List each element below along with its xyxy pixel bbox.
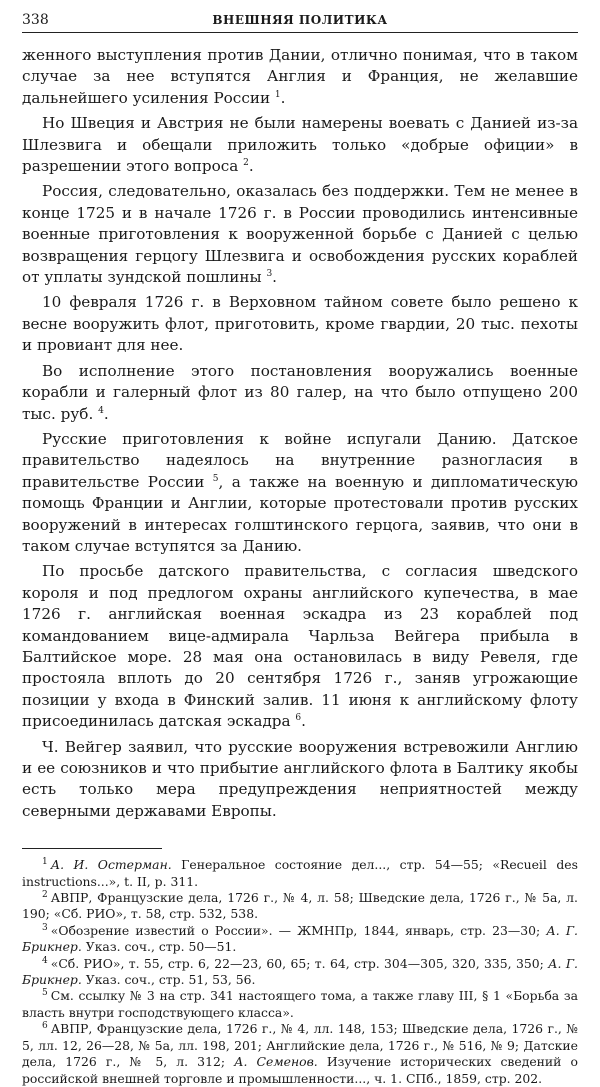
page-header <box>22 10 578 33</box>
running-title: ВНЕШНЯЯ ПОЛИТИКА <box>212 13 388 27</box>
footnote-ref: 5 <box>212 473 219 484</box>
footnote: $^3$ «Обозрение известий о России». — ЖМНПр, 1844, январь, стр. 23—30; А. Г. Брикнер. Указ. соч., стр. 50—51. <box>22 922 578 955</box>
page-number: 338 <box>22 12 49 28</box>
book-page <box>22 10 579 1086</box>
paragraph: По просьбе датского правительства, с согласия шведского короля и под предлогом охраны английского купечества, в мае 1726 г. английская военная эскадра из 23 кораблей под командованием вице-адмирала Чарльза Вейгера прибыла в Балтийское море. 28 мая она остановилась в виду Ревеля, где простояла вплоть до 20 сентября 1726 г., заняв угрожающие позиции у входа в Финский залив. 11 июня к английскому флоту присоединилась датская эскадра $^6$. <box>22 562 578 731</box>
paragraph: женного выступления против Дании, отлично понимая, что в таком случае за нее вступятся Англия и Франция, не желавшие дальнейшего усиления России $^1$. <box>22 46 578 107</box>
footnote-ref: 3 <box>266 269 273 279</box>
footnote-ref: 6 <box>295 713 302 724</box>
footnote: $^4$ «Сб. РИО», т. 55, стр. 6, 22—23, 60, 65; т. 64, стр. 304—305, 320, 335, 350; А. Г. Брикнер. Указ. соч., стр. 51, 53, 56. <box>22 955 578 988</box>
main-text <box>22 45 578 822</box>
footnote-ref: 4 <box>98 405 104 416</box>
footnote-ref: 1 <box>274 89 281 100</box>
footnote-ref: 2 <box>243 157 249 168</box>
footnote: $^2$ АВПР, Французские дела, 1726 г., № 4, л. 58; Шведские дела, 1726 г., № 5а, л. 190; «Сб. РИО», т. 58, стр. 532, 538. <box>22 889 578 922</box>
footnote: $^6$ АВПР, Французские дела, 1726 г., № 4, лл. 148, 153; Шведские дела, 1726 г., № 5, лл. 12, 26—28, № 5а, лл. 198, 201; Английские дела, 1726 г., № 516, № 9; Датские дела, 1726 г., № 5, л. 312; А. Семенов. Изучение исторических сведений о российской внешней торговле и промышленности..., ч. 1. СПб., 1859, стр. 202. <box>22 1021 578 1086</box>
footnote: $^1$ А. И. Остерман. Генеральное состояние дел..., стр. 54—55; «Recueil des instructions...», t. II, p. 311. <box>22 857 578 889</box>
footnotes <box>22 857 578 1087</box>
paragraph: 10 февраля 1726 г. в Верховном тайном совете было решено к весне вооружить флот, приготовить, кроме гвардии, 20 тыс. пехоты и провиант для нее. <box>22 293 578 355</box>
paragraph: Ч. Вейгер заявил, что русские вооружения встревожили Англию и ее союзников и что прибытие английского флота в Балтику якобы есть только мера предупреждения неприятностей между северными державами Европы. <box>22 737 578 820</box>
paragraph: Но Швеция и Австрия не были намерены воевать с Данией из-за Шлезвига и обещали приложить только «добрые официи» в разрешении этого вопроса $^2$. <box>22 114 578 176</box>
paragraph: Русские приготовления к войне испугали Данию. Датское правительство надеялось на внутренние разногласия в правительстве России $^5$, а также на военную и дипломатическую помощь Франции и Англии, которые протестовали против русских вооружений в интересах голштинского герцога, заявив, что они в таком случае вступятся за Данию. <box>22 429 579 555</box>
footnote-divider <box>22 848 162 849</box>
footnote: $^5$ См. ссылку № 3 на стр. 341 настоящего тома, а также главу III, § 1 «Борьба за власть внутри господствующего класса». <box>22 988 578 1020</box>
paragraph: Россия, следовательно, оказалась без поддержки. Тем не менее в конце 1725 и в начале 1726 г. в России проводились интенсивные военные приготовления к вооруженной борьбе с Данией с целью возвращения герцогу Шлезвига и освобождения русских кораблей от уплаты зундской пошлины $^3$. <box>22 182 578 287</box>
paragraph: Во исполнение этого постановления вооружались военные корабли и галерный флот из 80 галер, на что было отпущено 200 тыс. руб. $^4$. <box>22 361 578 423</box>
